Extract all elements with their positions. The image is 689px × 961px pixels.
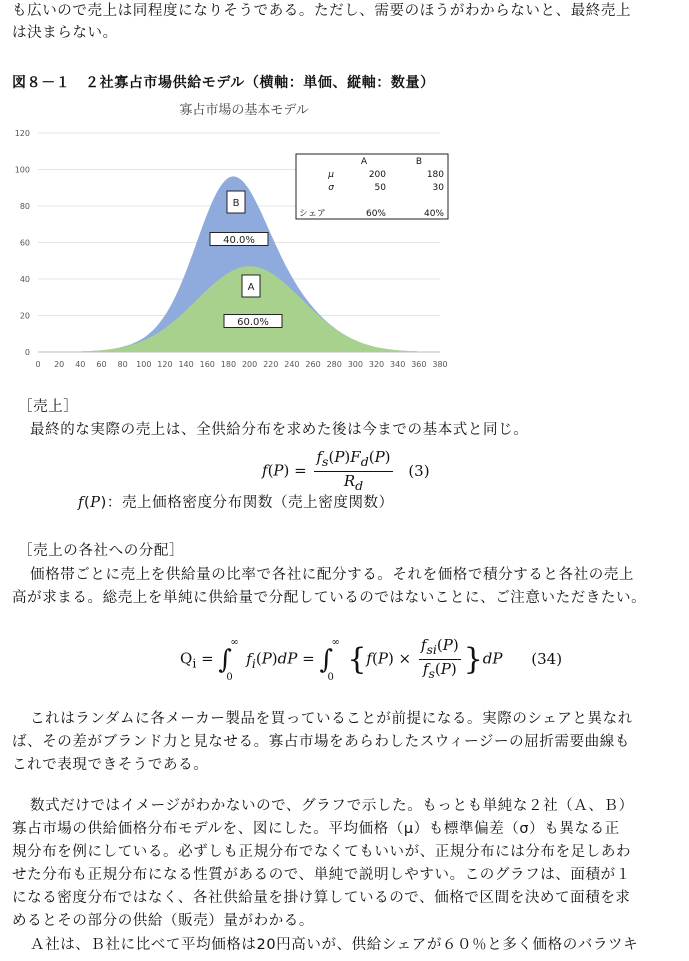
x-tick-label: 200: [241, 360, 258, 369]
y-tick-label: 20: [19, 311, 30, 321]
chart-title: 寡占市場の基本モデル: [179, 103, 309, 118]
definition-text: ：売上価格密度分布関数（売上密度関数）: [106, 495, 394, 511]
paragraph-2-line-2: 寡占市場の供給価格分布モデルを、図にした。平均価格（μ）も標準偏差（σ）も異なる正: [12, 821, 620, 837]
definition-line: f(P)：売上価格密度分布関数（売上密度関数）: [78, 495, 394, 511]
x-tick-label: 120: [157, 360, 173, 369]
table-cell: σ: [328, 183, 334, 193]
parameter-table: [296, 154, 448, 219]
table-cell: A: [360, 157, 368, 167]
x-tick-label: 380: [432, 360, 448, 369]
paragraph-1-line-1: これはランダムに各メーカー製品を買っていることが前提になる。実際のシェアと異なれ: [30, 711, 633, 727]
x-tick-label: 60: [96, 360, 107, 369]
supply-model-chart: [0, 96, 689, 380]
label-a: A: [247, 282, 255, 293]
equation-34-number: (34): [531, 649, 563, 668]
table-cell: 30: [432, 183, 444, 193]
x-tick-label: 280: [326, 360, 342, 369]
y-tick-label: 60: [19, 238, 30, 248]
y-tick-label: 40: [19, 275, 30, 284]
table-cell: 50: [374, 183, 386, 193]
x-tick-label: 360: [411, 360, 427, 369]
paragraph-2-line-3: 規分布を例にしている。必ずしも正規分布でなくてもいいが、正規分布には分布を足しあわ: [12, 844, 632, 860]
table-cell: 200: [368, 170, 386, 180]
x-tick-label: 340: [390, 360, 406, 369]
x-tick-label: 40: [75, 360, 86, 369]
table-cell: μ: [328, 170, 334, 180]
y-tick-label: 0: [24, 348, 30, 357]
x-tick-label: 220: [263, 360, 279, 369]
x-tick-labels: [35, 360, 447, 369]
paragraph-2-line-4: せた分布も正規分布になる性質があるので、単純で説明しやすい。このグラフは、面積が１: [12, 867, 631, 883]
x-tick-label: 160: [199, 360, 215, 369]
section-sales-heading: ［売上］: [18, 399, 79, 415]
x-tick-label: 300: [347, 360, 364, 369]
equation-3-number: (3): [408, 461, 430, 480]
x-tick-label: 140: [178, 360, 194, 369]
y-tick-label: 80: [19, 202, 30, 211]
equation-3: f(P) = $\frac{f_s(P)F_d(P)}{R_d}$ (3): [262, 448, 430, 493]
x-tick-label: 20: [54, 360, 65, 369]
x-tick-label: 240: [284, 360, 300, 369]
figure-caption: 図８－１ ２社寡占市場供給モデル（横軸：単価、縦軸：数量）: [12, 75, 435, 91]
section-alloc-line-1: 価格帯ごとに売上を供給量の比率で各社に配分する。それを価格で積分すると各社の売上: [30, 567, 634, 583]
table-cell: 60%: [365, 209, 386, 219]
x-tick-label: 180: [220, 360, 237, 369]
paragraph-2-line-5: になる密度分布ではなく、各社供給量を掛け算しているので、価格で区間を決めて面積を求: [12, 890, 631, 906]
paragraph-1-line-3: これで表現できそうである。: [12, 757, 209, 773]
x-tick-label: 0: [35, 360, 41, 369]
table-cell: 40%: [423, 209, 444, 219]
x-tick-label: 320: [368, 360, 385, 369]
share-a: 60.0%: [237, 317, 269, 328]
intro-line-1: も広いので売上は同程度になりそうである。ただし、需要のほうがわからないと、最終売上: [12, 3, 632, 19]
section-alloc-heading: ［売上の各社への分配］: [18, 543, 185, 559]
table-cell: 180: [426, 170, 444, 180]
label-b: B: [232, 198, 240, 209]
table-cell: シェア: [299, 209, 326, 219]
section-sales-body: 最終的な実際の売上は、全供給分布を求めた後は今までの基本式と同じ。: [30, 422, 529, 438]
paragraph-2-line-1: 数式だけではイメージがわかないので、グラフで示した。もっとも単純な２社（Ａ、Ｂ）: [30, 798, 634, 814]
x-tick-label: 100: [136, 360, 152, 369]
paragraph-2-line-6: めるとその部分の供給（販売）量がわかる。: [12, 913, 314, 929]
y-tick-label: 100: [14, 165, 30, 175]
equation-34: $Q_i$ = ∫ ∞ 0 $f_i(P)dP$ = ∫ ∞ 0 {f(P) × $\frac{f_{si}(P)}{f_s(P)}$ }dP (34): [180, 636, 563, 683]
section-alloc-line-2: 高が求まる。総売上を単純に供給量で分配しているのではないことに、ご注意いただきたい。: [12, 590, 647, 606]
x-tick-label: 260: [305, 360, 321, 369]
x-tick-label: 80: [117, 360, 128, 369]
y-tick-labels: [15, 129, 30, 357]
intro-line-2: は決まらない。: [12, 25, 118, 41]
share-b: 40.0%: [223, 235, 255, 246]
table-cell: B: [415, 157, 423, 167]
paragraph-1-line-2: ば、その差がブランド力と見なせる。寡占市場をあらわしたスウィージーの屈折需要曲線も: [12, 734, 630, 750]
paragraph-2-line-7: Ａ社は、Ｂ社に比べて平均価格は20円高いが、供給シェアが６０％と多く価格のバラツキ: [30, 937, 639, 953]
y-tick-label: 120: [14, 129, 30, 138]
